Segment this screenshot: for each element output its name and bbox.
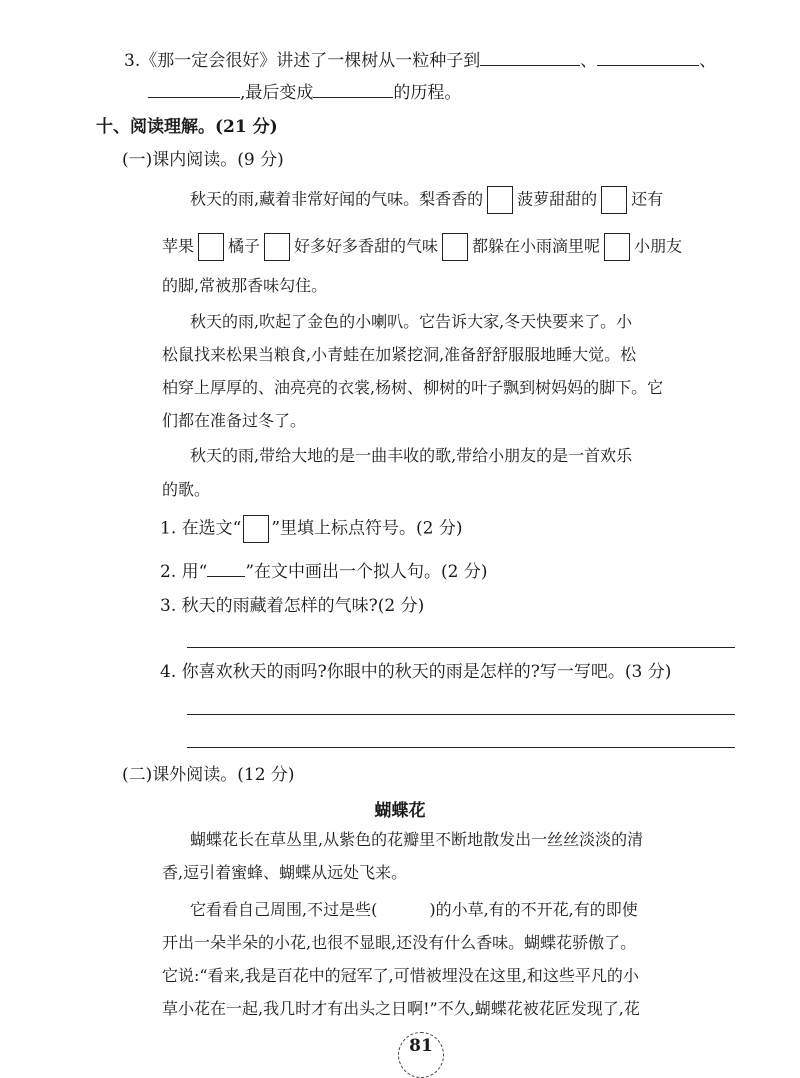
passage-line: 的歌。 <box>162 480 211 499</box>
passage-line: 草小花在一起,我几时才有出头之日啊!”不久,蝴蝶花被花匠发现了,花 <box>162 999 640 1018</box>
passage-text: 小朋友 <box>634 236 683 256</box>
passage-line: 蝴蝶花长在草丛里,从紫色的花瓣里不断地散发出一丝丝淡淡的清 <box>190 830 644 849</box>
question-text: ,最后变成 <box>240 83 314 103</box>
separator: 、 <box>699 51 717 71</box>
passage-line: 它说:“看来,我是百花中的冠军了,可惜被埋没在这里,和这些平凡的小 <box>162 966 639 985</box>
punctuation-box[interactable] <box>487 186 513 214</box>
passage-line: 的脚,常被那香味勾住。 <box>162 276 328 295</box>
passage-line: 秋天的雨,吹起了金色的小喇叭。它告诉大家,冬天快要来了。小 <box>190 312 633 331</box>
passage-text: 苹果 <box>162 236 195 256</box>
passage-line: 柏穿上厚厚的、油亮亮的衣裳,杨树、柳树的叶子飘到树妈妈的脚下。它 <box>162 378 664 397</box>
answer-blank[interactable] <box>148 79 240 98</box>
question-text: 的历程。 <box>393 83 462 103</box>
passage-text: 好多好多香甜的气味 <box>294 236 439 256</box>
answer-line[interactable] <box>187 714 735 715</box>
separator: 、 <box>580 51 598 71</box>
passage-text: 橘子 <box>228 236 261 256</box>
answer-blank[interactable] <box>480 47 580 66</box>
passage-line: 香,逗引着蜜蜂、蝴蝶从远处飞来。 <box>162 863 408 882</box>
punctuation-box[interactable] <box>604 233 630 261</box>
question-3: 3. 秋天的雨藏着怎样的气味?(2 分) <box>160 596 425 616</box>
passage-text: 还有 <box>631 189 664 209</box>
passage-text: 它看看自己周围,不过是些( <box>190 900 378 919</box>
section-heading: 十、阅读理解。(21 分) <box>96 117 278 137</box>
question-text: 1. 在选文“ <box>160 518 242 539</box>
passage-line <box>162 233 682 261</box>
question-text: ”里填上标点符号。(2 分) <box>271 518 463 539</box>
passage-text: )的小草,有的不开花,有的即使 <box>429 900 638 919</box>
answer-line[interactable] <box>187 647 735 648</box>
punctuation-box[interactable] <box>264 233 290 261</box>
passage-line: 们都在准备过冬了。 <box>162 411 307 430</box>
question-2 <box>160 558 488 584</box>
punctuation-box[interactable] <box>198 233 224 261</box>
page-number: 81 <box>398 1032 444 1078</box>
question-text: ”在文中画出一个拟人句。(2 分) <box>245 562 488 582</box>
passage-line: 秋天的雨,带给大地的是一曲丰收的歌,带给小朋友的是一首欢乐 <box>190 446 633 465</box>
punctuation-box-sample <box>243 515 269 543</box>
punctuation-box[interactable] <box>442 233 468 261</box>
passage-text: 秋天的雨,藏着非常好闻的气味。梨香香的 <box>190 189 484 209</box>
punctuation-box[interactable] <box>601 186 627 214</box>
question-4: 4. 你喜欢秋天的雨吗?你眼中的秋天的雨是怎样的?写一写吧。(3 分) <box>160 662 672 682</box>
passage-line <box>190 186 663 214</box>
question-text: 2. 用“ <box>160 562 208 582</box>
answer-line[interactable] <box>187 747 735 748</box>
passage-text: 都躲在小雨滴里呢 <box>472 236 601 256</box>
answer-blank[interactable] <box>597 47 699 66</box>
answer-blank[interactable] <box>313 79 393 98</box>
passage-title: 蝴蝶花 <box>374 801 426 821</box>
passage-line <box>190 898 638 922</box>
question-text: 3.《那一定会很好》讲述了一棵树从一粒种子到 <box>124 51 481 71</box>
question-1 <box>160 515 463 543</box>
passage-line: 开出一朵半朵的小花,也很不显眼,还没有什么香味。蝴蝶花骄傲了。 <box>162 933 637 952</box>
passage-line: 松鼠找来松果当粮食,小青蛙在加紧挖洞,准备舒舒服服地睡大觉。松 <box>162 345 637 364</box>
fill-question-3 <box>124 47 716 73</box>
fill-question-3-cont <box>148 79 461 105</box>
passage-text: 菠萝甜甜的 <box>517 189 598 209</box>
subsection-heading: (一)课内阅读。(9 分) <box>122 150 284 170</box>
underline-sample <box>207 558 245 577</box>
subsection-heading: (二)课外阅读。(12 分) <box>122 765 295 785</box>
